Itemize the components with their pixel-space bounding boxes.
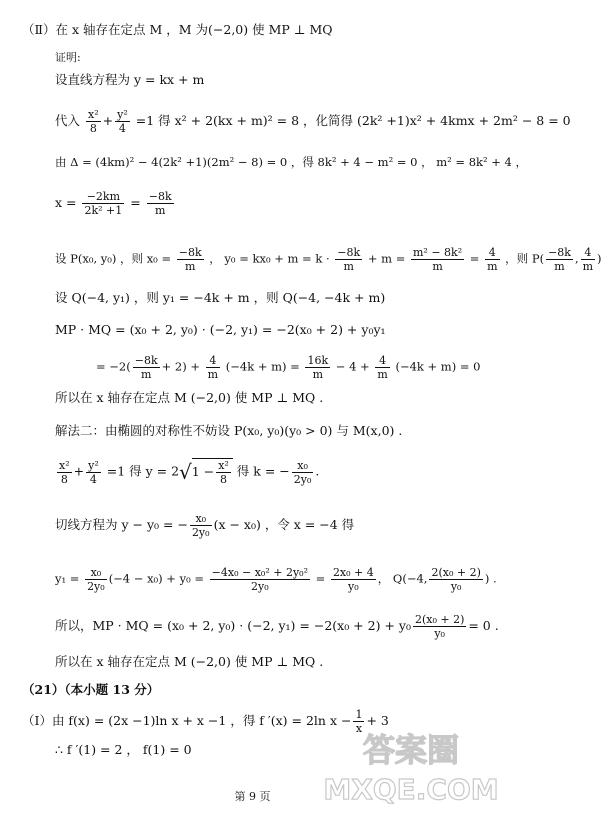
text: − 4 + — [335, 359, 370, 374]
watermark-logo — [323, 721, 499, 811]
tangent-line — [55, 512, 354, 539]
fraction: $\frac{-8k}{m}$ — [548, 246, 571, 273]
text: ) . — [484, 571, 497, 586]
question-21-heading: （21）（本小题 13 分） — [22, 682, 160, 697]
fraction: $\frac{\text{2(x₀ + 2)}}{\text{y₀}}$ — [431, 566, 481, 593]
fraction: $\frac{-8k}{m}$ — [134, 354, 158, 381]
text: ， Q(−4, — [377, 571, 428, 586]
text: , — [574, 251, 579, 266]
text: 代入 — [55, 113, 81, 128]
dot-product-line-2 — [55, 613, 499, 640]
text: = — [315, 571, 326, 586]
substitution-line: 代入 $\frac{\text{x²}}{8}$ + $\frac{\text{y²}}{4}$ =1 得 x² + 2(kx + m)² = 8 ，化简得 (2k² +1)x² + 4kmx + 2m² − 8 = 0 — [55, 108, 571, 135]
text: =1 得 y = 2 — [106, 463, 180, 479]
fraction: $\frac{\text{x₀}}{\text{2y₀}}$ — [293, 458, 312, 486]
method-two-heading: 解法二：由椭圆的对称性不妨设 P(x₀, y₀)(y₀ > 0) 与 M(x,0) . — [55, 423, 403, 438]
text: 得 k = − — [236, 463, 290, 479]
watermark-text-en: MXQE.COM — [323, 773, 499, 806]
y1-solution-line — [55, 566, 497, 593]
fraction: $\frac{\text{x²}}{8}$ — [218, 459, 229, 486]
text: (−4 − x₀) + y₀ = — [108, 571, 205, 586]
text: . — [315, 463, 320, 479]
fraction: $\frac{4}{m}$ — [582, 246, 594, 273]
text: y₁ = — [55, 571, 80, 586]
fraction: $\frac{\text{x²}}{8}$ — [88, 108, 99, 135]
text: =1 得 x² + 2(kx + m)² = 8 ，化简得 (2k² +1)x² + 4kmx + 2m² − 8 = 0 — [135, 113, 571, 128]
values-at-one: ∴ f ′(1) = 2 ， f(1) = 0 — [55, 742, 192, 757]
fraction: $\frac{4}{m}$ — [377, 354, 388, 381]
fraction: $\frac{1}{x}$ — [355, 708, 363, 735]
text: （Ⅰ）由 f(x) = (2x −1)ln x + x −1 ，得 f ′(x) = 2ln x − — [22, 713, 352, 728]
conclusion-2: 所以在 x 轴存在定点 M (−2,0) 使 MP ⊥ MQ . — [55, 654, 324, 669]
x-solution-line — [55, 190, 176, 217]
text: 设 P(x₀, y₀) ，则 x₀ = — [55, 251, 172, 266]
ellipse-solve-line: $\frac{\text{x²}}{8}$ + $\frac{\text{y²}}{4}$ =1 得 y = 2√1 − $\frac{\text{x²}}{8}$ 得 k = − $\frac{\text{x₀}}{\text{2y₀}}$ . — [59, 458, 320, 486]
text: x = — [55, 195, 77, 210]
text: + 2) + — [161, 359, 201, 374]
fraction: $\frac{\text{m² − 8k²}}{m}$ — [413, 246, 463, 273]
text: (−4k + m) = 0 — [395, 359, 481, 374]
dot-product-expansion — [96, 354, 480, 381]
fraction: $\frac{4}{m}$ — [487, 246, 498, 273]
text: 切线方程为 y − y₀ = − — [55, 517, 188, 532]
fraction: $\frac{-8k}{m}$ — [178, 246, 202, 273]
watermark-text-cn: 答案圈 — [362, 731, 460, 769]
fraction: $\frac{\text{2(x₀ + 2)}}{\text{y₀}}$ — [414, 613, 465, 640]
text: (−4k + m) = — [225, 359, 300, 374]
text: + m = — [367, 251, 406, 266]
dot-product-line: MP · MQ = (x₀ + 2, y₀) · (−2, y₁) = −2(x₀ + 2) + y₀y₁ — [55, 322, 386, 337]
fraction: $\frac{\text{x₀}}{\text{2y₀}}$ — [191, 512, 210, 539]
fraction: $\frac{-8k}{m}$ — [148, 190, 172, 217]
text: + 3 — [366, 713, 389, 728]
proof-label: 证明: — [55, 51, 81, 64]
point-p-line — [55, 246, 602, 273]
fraction: $\frac{16k}{m}$ — [307, 354, 329, 381]
fraction: $\frac{\text{y²}}{4}$ — [117, 108, 128, 135]
fraction: $\frac{-8k}{m}$ — [337, 246, 361, 273]
text: 所以，MP · MQ = (x₀ + 2, y₀) · (−2, y₁) = −2(x₀ + 2) + y₀ — [55, 618, 411, 633]
fraction: $\frac{\text{y²}}{4}$ — [88, 458, 99, 486]
conclusion-1: 所以在 x 轴存在定点 M (−2,0) 使 MP ⊥ MQ . — [55, 390, 324, 405]
fraction: $\frac{-2km}{\text{2k² +1}}$ — [84, 190, 123, 217]
fraction: $\frac{\text{−4x₀ − x₀² + 2y₀²}}{\text{2y₀}}$ — [211, 566, 308, 593]
text: = — [469, 251, 480, 266]
fraction: $\frac{\text{x₀}}{\text{2y₀}}$ — [87, 566, 105, 593]
text: (x − x₀) ，令 x = −4 得 — [213, 517, 355, 532]
text: ， y₀ = kx₀ + m = k · — [209, 251, 330, 266]
fraction: $\frac{\text{x²}}{8}$ — [59, 458, 70, 486]
text: = — [130, 195, 141, 210]
fraction: $\frac{\text{2x₀ + 4}}{\text{y₀}}$ — [332, 566, 374, 593]
fraction: $\frac{4}{m}$ — [207, 354, 219, 381]
text: = 0 . — [468, 618, 499, 633]
text: = −2( — [96, 359, 131, 374]
discriminant-line: 由 Δ = (4km)² − 4(2k² +1)(2m² − 8) = 0 ，得 8k² + 4 − m² = 0 ， m² = 8k² + 4 ， — [55, 155, 528, 169]
line-equation: 设直线方程为 y = kx + m — [55, 72, 205, 87]
page-number: 第 9 页 — [234, 790, 271, 803]
sqrt-icon: √ — [179, 460, 192, 484]
text: ) — [597, 251, 602, 266]
part-ii-heading: （Ⅱ）在 x 轴存在定点 M ，M 为(−2,0) 使 MP ⊥ MQ — [22, 22, 333, 37]
text: ，则 P( — [505, 251, 545, 266]
point-q-line: 设 Q(−4, y₁) ，则 y₁ = −4k + m ，则 Q(−4, −4k + m) — [55, 290, 386, 305]
